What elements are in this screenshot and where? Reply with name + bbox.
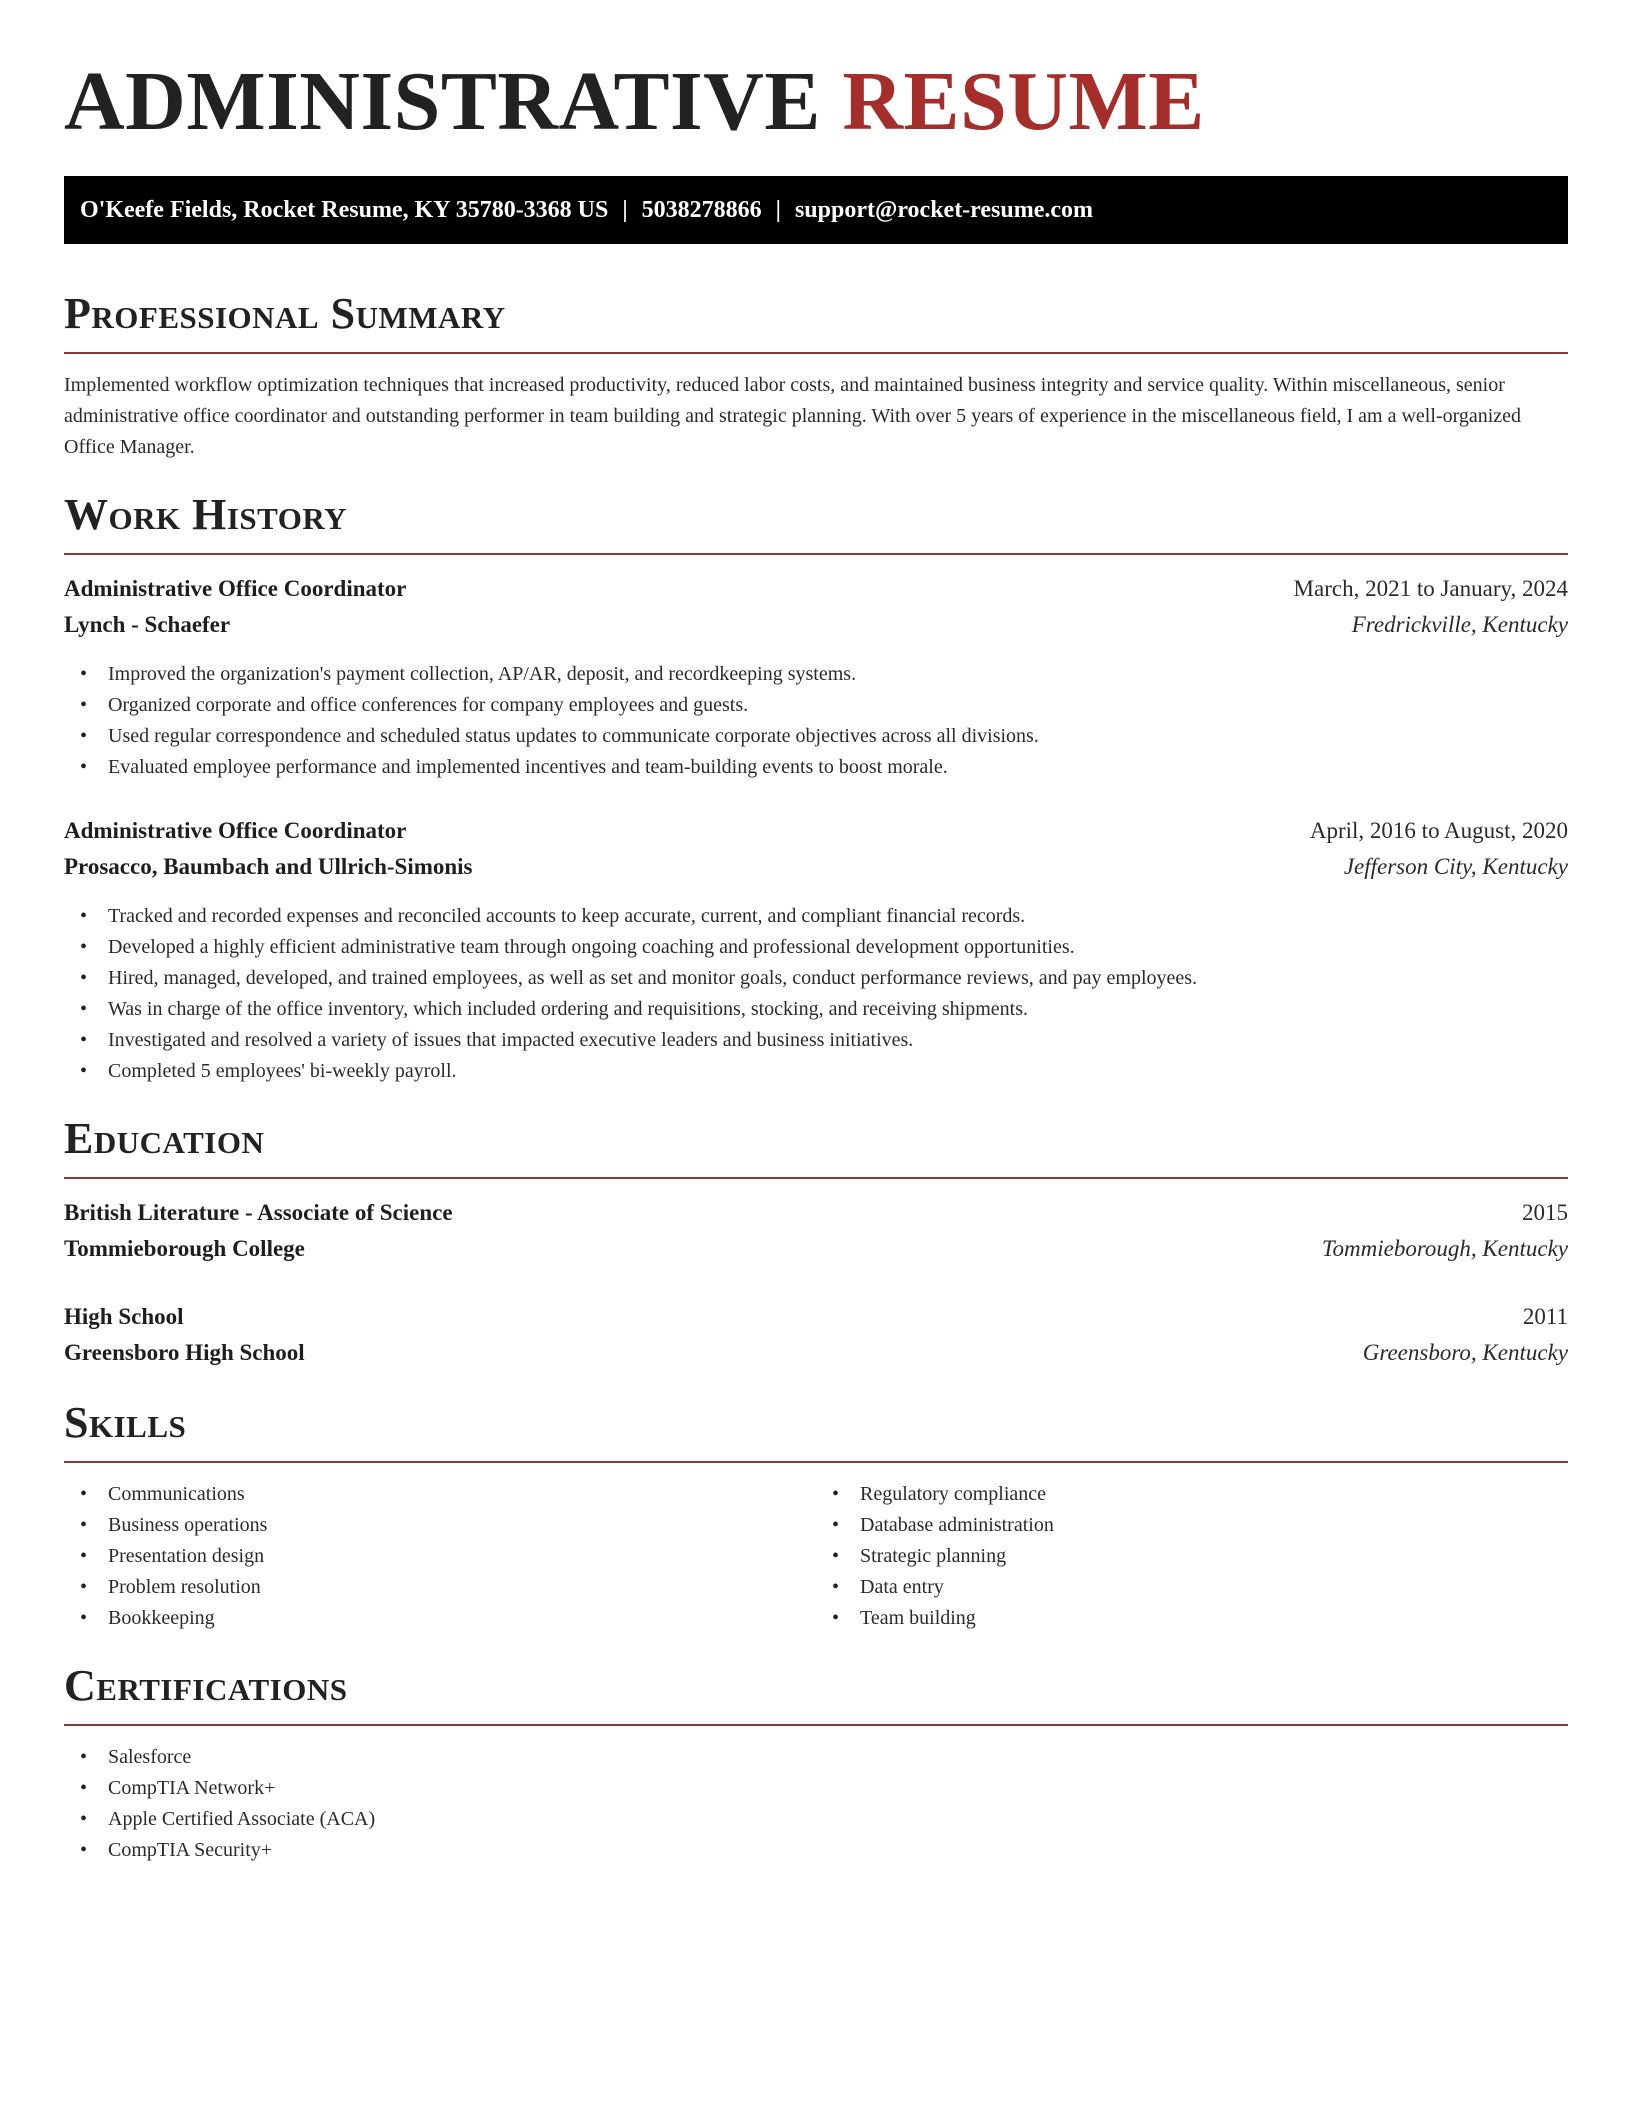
job-entry (64, 813, 1568, 1087)
title-accent: RESUME (842, 55, 1205, 148)
skills-right-list (816, 1479, 1568, 1634)
skills-left-list (64, 1479, 816, 1634)
summary-text: Implemented workflow optimization techniques that increased productivity, reduced labor costs, and maintained business integrity and service quality. Within miscellaneous, senior administrative office coordinator and outstanding performer in team building and strategic planning. With over 5 years of experience in the miscellaneous field, I am a well-organized Office Manager. (64, 374, 1522, 458)
education-entry (64, 1299, 1568, 1371)
section-divider (64, 352, 1568, 354)
list-item: • Problem resolution (64, 1572, 816, 1603)
section-heading-skills: Skills (64, 1398, 187, 1447)
job-title-row (64, 571, 1568, 607)
education-section (64, 1111, 1568, 1371)
job-company: Prosacco, Baumbach and Ullrich-Simonis (64, 854, 473, 879)
job-company-row (64, 607, 1568, 643)
section-heading-summary: Professional Summary (64, 289, 506, 338)
list-item: • CompTIA Network+ (64, 1773, 1568, 1804)
education-degree: High School (64, 1304, 184, 1329)
job-company: Lynch - Schaefer (64, 612, 231, 637)
education-degree-row (64, 1299, 1568, 1335)
job-location: Fredrickville, Kentucky (1351, 612, 1568, 637)
list-item: • Business operations (64, 1510, 816, 1541)
certifications-list (64, 1742, 1568, 1866)
skills-section (64, 1395, 1568, 1634)
education-degree: British Literature - Associate of Science (64, 1200, 453, 1225)
certifications-section (64, 1658, 1568, 1866)
list-item: • Strategic planning (816, 1541, 1568, 1572)
job-location: Jefferson City, Kentucky (1343, 854, 1568, 879)
job-company-row (64, 849, 1568, 885)
list-item: • Developed a highly efficient administrative team through ongoing coaching and professional development opportunities. (64, 932, 1568, 963)
contact-phone: 5038278866 (641, 197, 762, 223)
education-location: Tommieborough, Kentucky (1321, 1236, 1568, 1261)
job-title-row (64, 813, 1568, 849)
contact-email: support@rocket-resume.com (794, 197, 1094, 223)
section-heading-education: Education (64, 1114, 265, 1163)
contact-separator: | (775, 197, 781, 223)
list-item: • Salesforce (64, 1742, 1568, 1773)
list-item: • Investigated and resolved a variety of issues that impacted executive leaders and business initiatives. (64, 1025, 1568, 1056)
education-school-row (64, 1335, 1568, 1371)
section-heading-work: Work History (64, 490, 348, 539)
section-divider (64, 1724, 1568, 1726)
education-school: Tommieborough College (64, 1236, 305, 1261)
job-title: Administrative Office Coordinator (64, 576, 407, 601)
education-degree-row (64, 1195, 1568, 1231)
list-item: • Evaluated employee performance and implemented incentives and team-building events to boost morale. (64, 752, 1568, 783)
job-dates: April, 2016 to August, 2020 (1309, 818, 1568, 843)
education-year: 2011 (1522, 1304, 1568, 1329)
section-heading-certifications: Certifications (64, 1661, 348, 1710)
section-divider (64, 1177, 1568, 1179)
list-item: • Hired, managed, developed, and trained employees, as well as set and monitor goals, conduct performance reviews, and pay employees. (64, 963, 1568, 994)
list-item: • Team building (816, 1603, 1568, 1634)
list-item: • Apple Certified Associate (ACA) (64, 1804, 1568, 1835)
list-item: • Data entry (816, 1572, 1568, 1603)
list-item: • Bookkeeping (64, 1603, 816, 1634)
list-item: • Tracked and recorded expenses and reconciled accounts to keep accurate, current, and compliant financial records. (64, 901, 1568, 932)
job-dates: March, 2021 to January, 2024 (1293, 576, 1568, 601)
resume-title (64, 0, 1568, 150)
list-item: • Regulatory compliance (816, 1479, 1568, 1510)
job-bullets (64, 901, 1568, 1087)
skills-columns (64, 1479, 1568, 1634)
list-item: • Was in charge of the office inventory, which included ordering and requisitions, stocking, and receiving shipments. (64, 994, 1568, 1025)
education-school: Greensboro High School (64, 1340, 305, 1365)
section-divider (64, 553, 1568, 555)
education-location: Greensboro, Kentucky (1362, 1340, 1568, 1365)
work-section (64, 487, 1568, 1087)
summary-section (64, 286, 1568, 463)
education-entry (64, 1195, 1568, 1267)
contact-separator: | (622, 197, 628, 223)
contact-address: O'Keefe Fields, Rocket Resume, KY 35780-3368 US (80, 197, 609, 223)
list-item: • Communications (64, 1479, 816, 1510)
section-divider (64, 1461, 1568, 1463)
title-main: ADMINISTRATIVE (64, 55, 821, 148)
job-title: Administrative Office Coordinator (64, 818, 407, 843)
list-item: • Presentation design (64, 1541, 816, 1572)
list-item: • Database administration (816, 1510, 1568, 1541)
job-bullets (64, 659, 1568, 783)
contact-bar (64, 176, 1568, 244)
education-year: 2015 (1522, 1200, 1568, 1225)
list-item: • Used regular correspondence and scheduled status updates to communicate corporate objectives across all divisions. (64, 721, 1568, 752)
list-item: • CompTIA Security+ (64, 1835, 1568, 1866)
education-school-row (64, 1231, 1568, 1267)
list-item: • Improved the organization's payment collection, AP/AR, deposit, and recordkeeping systems. (64, 659, 1568, 690)
list-item: • Completed 5 employees' bi-weekly payroll. (64, 1056, 1568, 1087)
job-entry (64, 571, 1568, 783)
list-item: • Organized corporate and office conferences for company employees and guests. (64, 690, 1568, 721)
